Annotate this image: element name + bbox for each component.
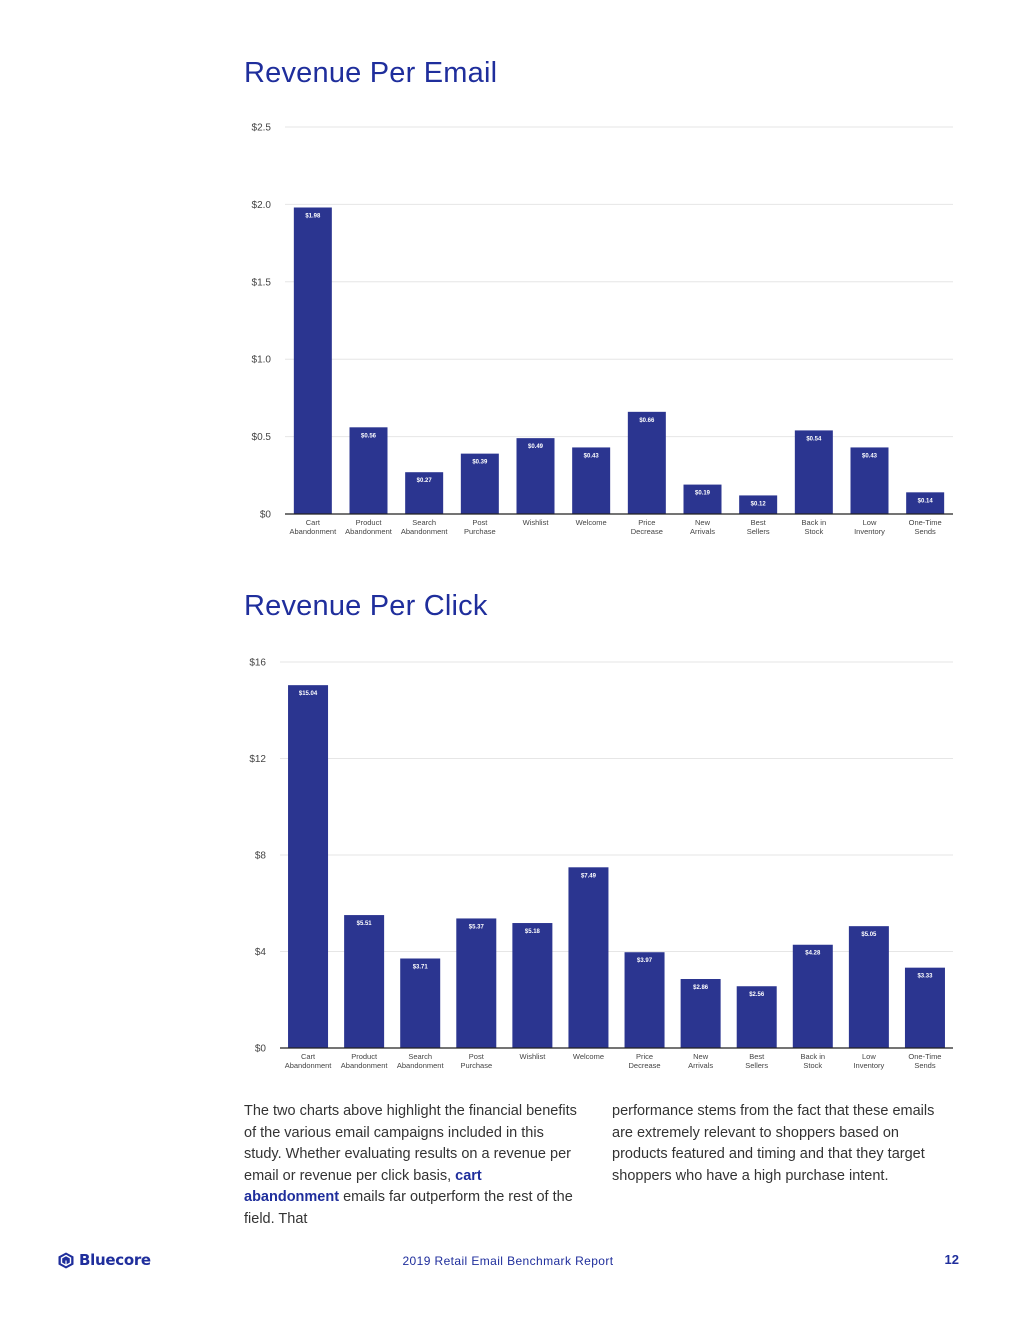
data-label: $0.12 xyxy=(750,501,766,508)
x-tick-label: Search xyxy=(412,518,437,527)
bar xyxy=(795,430,833,514)
x-tick-label: Sellers xyxy=(746,527,770,536)
body-text-column-2 xyxy=(612,1101,947,1187)
x-tick-label: Abandonment xyxy=(340,1061,388,1070)
y-tick-label: $8 xyxy=(254,850,266,862)
x-tick-label: Welcome xyxy=(575,518,607,527)
x-tick-label: Sends xyxy=(914,1061,936,1070)
x-tick-label: Low xyxy=(862,518,877,527)
x-tick-label: One-Time xyxy=(908,1052,942,1061)
logo-wordmark: Bluecore xyxy=(79,1251,151,1269)
y-tick-label: $0 xyxy=(254,1043,266,1055)
x-tick-label: Post xyxy=(468,1052,484,1061)
y-tick-label: $16 xyxy=(249,657,266,669)
bar xyxy=(400,958,440,1048)
data-label: $0.14 xyxy=(917,498,933,505)
x-tick-label: Arrivals xyxy=(688,1061,714,1070)
y-tick-label: $0.5 xyxy=(251,432,271,444)
body-text-column-1 xyxy=(244,1101,579,1231)
x-tick-label: Inventory xyxy=(854,527,885,536)
x-tick-label: Search xyxy=(408,1052,433,1061)
x-tick-label: Abandonment xyxy=(289,527,337,536)
x-tick-label: Abandonment xyxy=(400,527,448,536)
data-label: $0.56 xyxy=(360,433,377,440)
cart-abandonment-highlight: cart abandonment xyxy=(244,1167,482,1206)
y-tick-label: $0 xyxy=(259,509,271,521)
bar xyxy=(350,427,388,514)
x-tick-label: Price xyxy=(638,518,656,527)
body-text-column-2-paragraph: performance stems from the fact that these emails are extremely relevant to shoppers based on products featured and timing and that they target shoppers who have a high purchase intent. xyxy=(612,1103,935,1184)
y-tick-label: $2.5 xyxy=(251,122,271,134)
x-tick-label: Stock xyxy=(803,1061,823,1070)
data-label: $7.49 xyxy=(580,873,596,880)
revenue-per-email-chart xyxy=(0,110,1020,550)
data-label: $0.43 xyxy=(861,453,878,460)
data-label: $0.39 xyxy=(472,459,488,466)
bar xyxy=(793,945,833,1048)
y-tick-label: $1.5 xyxy=(251,277,271,289)
x-tick-label: Back in xyxy=(801,518,827,527)
data-label: $0.49 xyxy=(527,444,544,451)
bar xyxy=(512,923,552,1048)
x-tick-label: Sellers xyxy=(745,1061,769,1070)
x-tick-label: Abandonment xyxy=(345,527,392,536)
x-tick-label: Product xyxy=(351,1052,378,1061)
x-tick-label: Price xyxy=(635,1052,654,1061)
bar xyxy=(288,685,328,1048)
revenue-per-click-chart xyxy=(0,645,1020,1085)
x-tick-label: Wishlist xyxy=(522,518,549,527)
x-tick-label: Arrivals xyxy=(689,527,716,536)
y-tick-label: $2.0 xyxy=(251,199,271,211)
data-label: $3.33 xyxy=(917,973,933,980)
data-label: $0.43 xyxy=(583,453,599,460)
data-label: $2.86 xyxy=(693,985,709,992)
x-tick-label: Cart xyxy=(305,518,320,527)
bar xyxy=(905,968,945,1048)
data-label: $5.37 xyxy=(468,924,484,931)
x-tick-label: Purchase xyxy=(460,1061,493,1070)
chart-title-revenue-per-click: Revenue Per Click xyxy=(244,590,488,622)
x-tick-label: Decrease xyxy=(628,1061,661,1070)
x-tick-label: New xyxy=(694,518,711,527)
data-label: $0.66 xyxy=(639,417,655,424)
x-tick-label: Abandonment xyxy=(284,1061,332,1070)
chart-title-revenue-per-email: Revenue Per Email xyxy=(244,57,498,89)
x-tick-label: Post xyxy=(472,518,488,527)
data-label: $2.56 xyxy=(749,992,765,999)
x-tick-label: Product xyxy=(355,518,382,527)
data-label: $0.27 xyxy=(416,478,432,485)
body-text-intro: The two charts above highlight the financial benefits of the various email campaigns included in this study. Whether evaluating results on a revenue per email or revenue per click basis, xyxy=(244,1103,577,1184)
body-text-continued: emails far outperform the rest of the field. That xyxy=(244,1189,573,1227)
x-tick-label: One-Time xyxy=(908,518,942,527)
data-label: $3.97 xyxy=(637,958,653,965)
bar xyxy=(684,485,722,514)
page-number: 12 xyxy=(944,1252,959,1267)
data-label: $0.19 xyxy=(694,490,711,497)
bar xyxy=(568,867,608,1048)
x-tick-label: Stock xyxy=(804,527,824,536)
y-tick-label: $1.0 xyxy=(251,354,271,366)
x-tick-label: Back in xyxy=(800,1052,826,1061)
data-label: $5.18 xyxy=(524,929,540,936)
data-label: $1.98 xyxy=(305,213,321,220)
bar xyxy=(344,915,384,1048)
x-tick-label: Best xyxy=(750,518,766,527)
data-label: $3.71 xyxy=(412,964,428,971)
data-label: $5.51 xyxy=(356,921,372,928)
x-tick-label: Sends xyxy=(914,527,936,536)
bar xyxy=(294,207,332,514)
report-title: 2019 Retail Email Benchmark Report xyxy=(402,1254,614,1268)
data-label: $5.05 xyxy=(861,932,877,939)
data-label: $0.54 xyxy=(806,436,822,443)
x-tick-label: Low xyxy=(861,1052,876,1061)
x-tick-label: Best xyxy=(749,1052,765,1061)
data-label: $15.04 xyxy=(298,691,318,698)
x-tick-label: New xyxy=(693,1052,709,1061)
data-label: $4.28 xyxy=(805,950,821,957)
x-tick-label: Wishlist xyxy=(519,1052,546,1061)
bar xyxy=(456,918,496,1048)
bar xyxy=(849,926,889,1048)
x-tick-label: Purchase xyxy=(463,527,496,536)
x-tick-label: Decrease xyxy=(630,527,663,536)
y-tick-label: $4 xyxy=(254,947,266,958)
bar xyxy=(625,952,665,1048)
x-tick-label: Abandonment xyxy=(396,1061,444,1070)
bar xyxy=(628,412,666,514)
x-tick-label: Welcome xyxy=(572,1052,605,1061)
y-tick-label: $12 xyxy=(249,754,266,765)
x-tick-label: Inventory xyxy=(853,1061,885,1070)
x-tick-label: Cart xyxy=(300,1052,316,1061)
